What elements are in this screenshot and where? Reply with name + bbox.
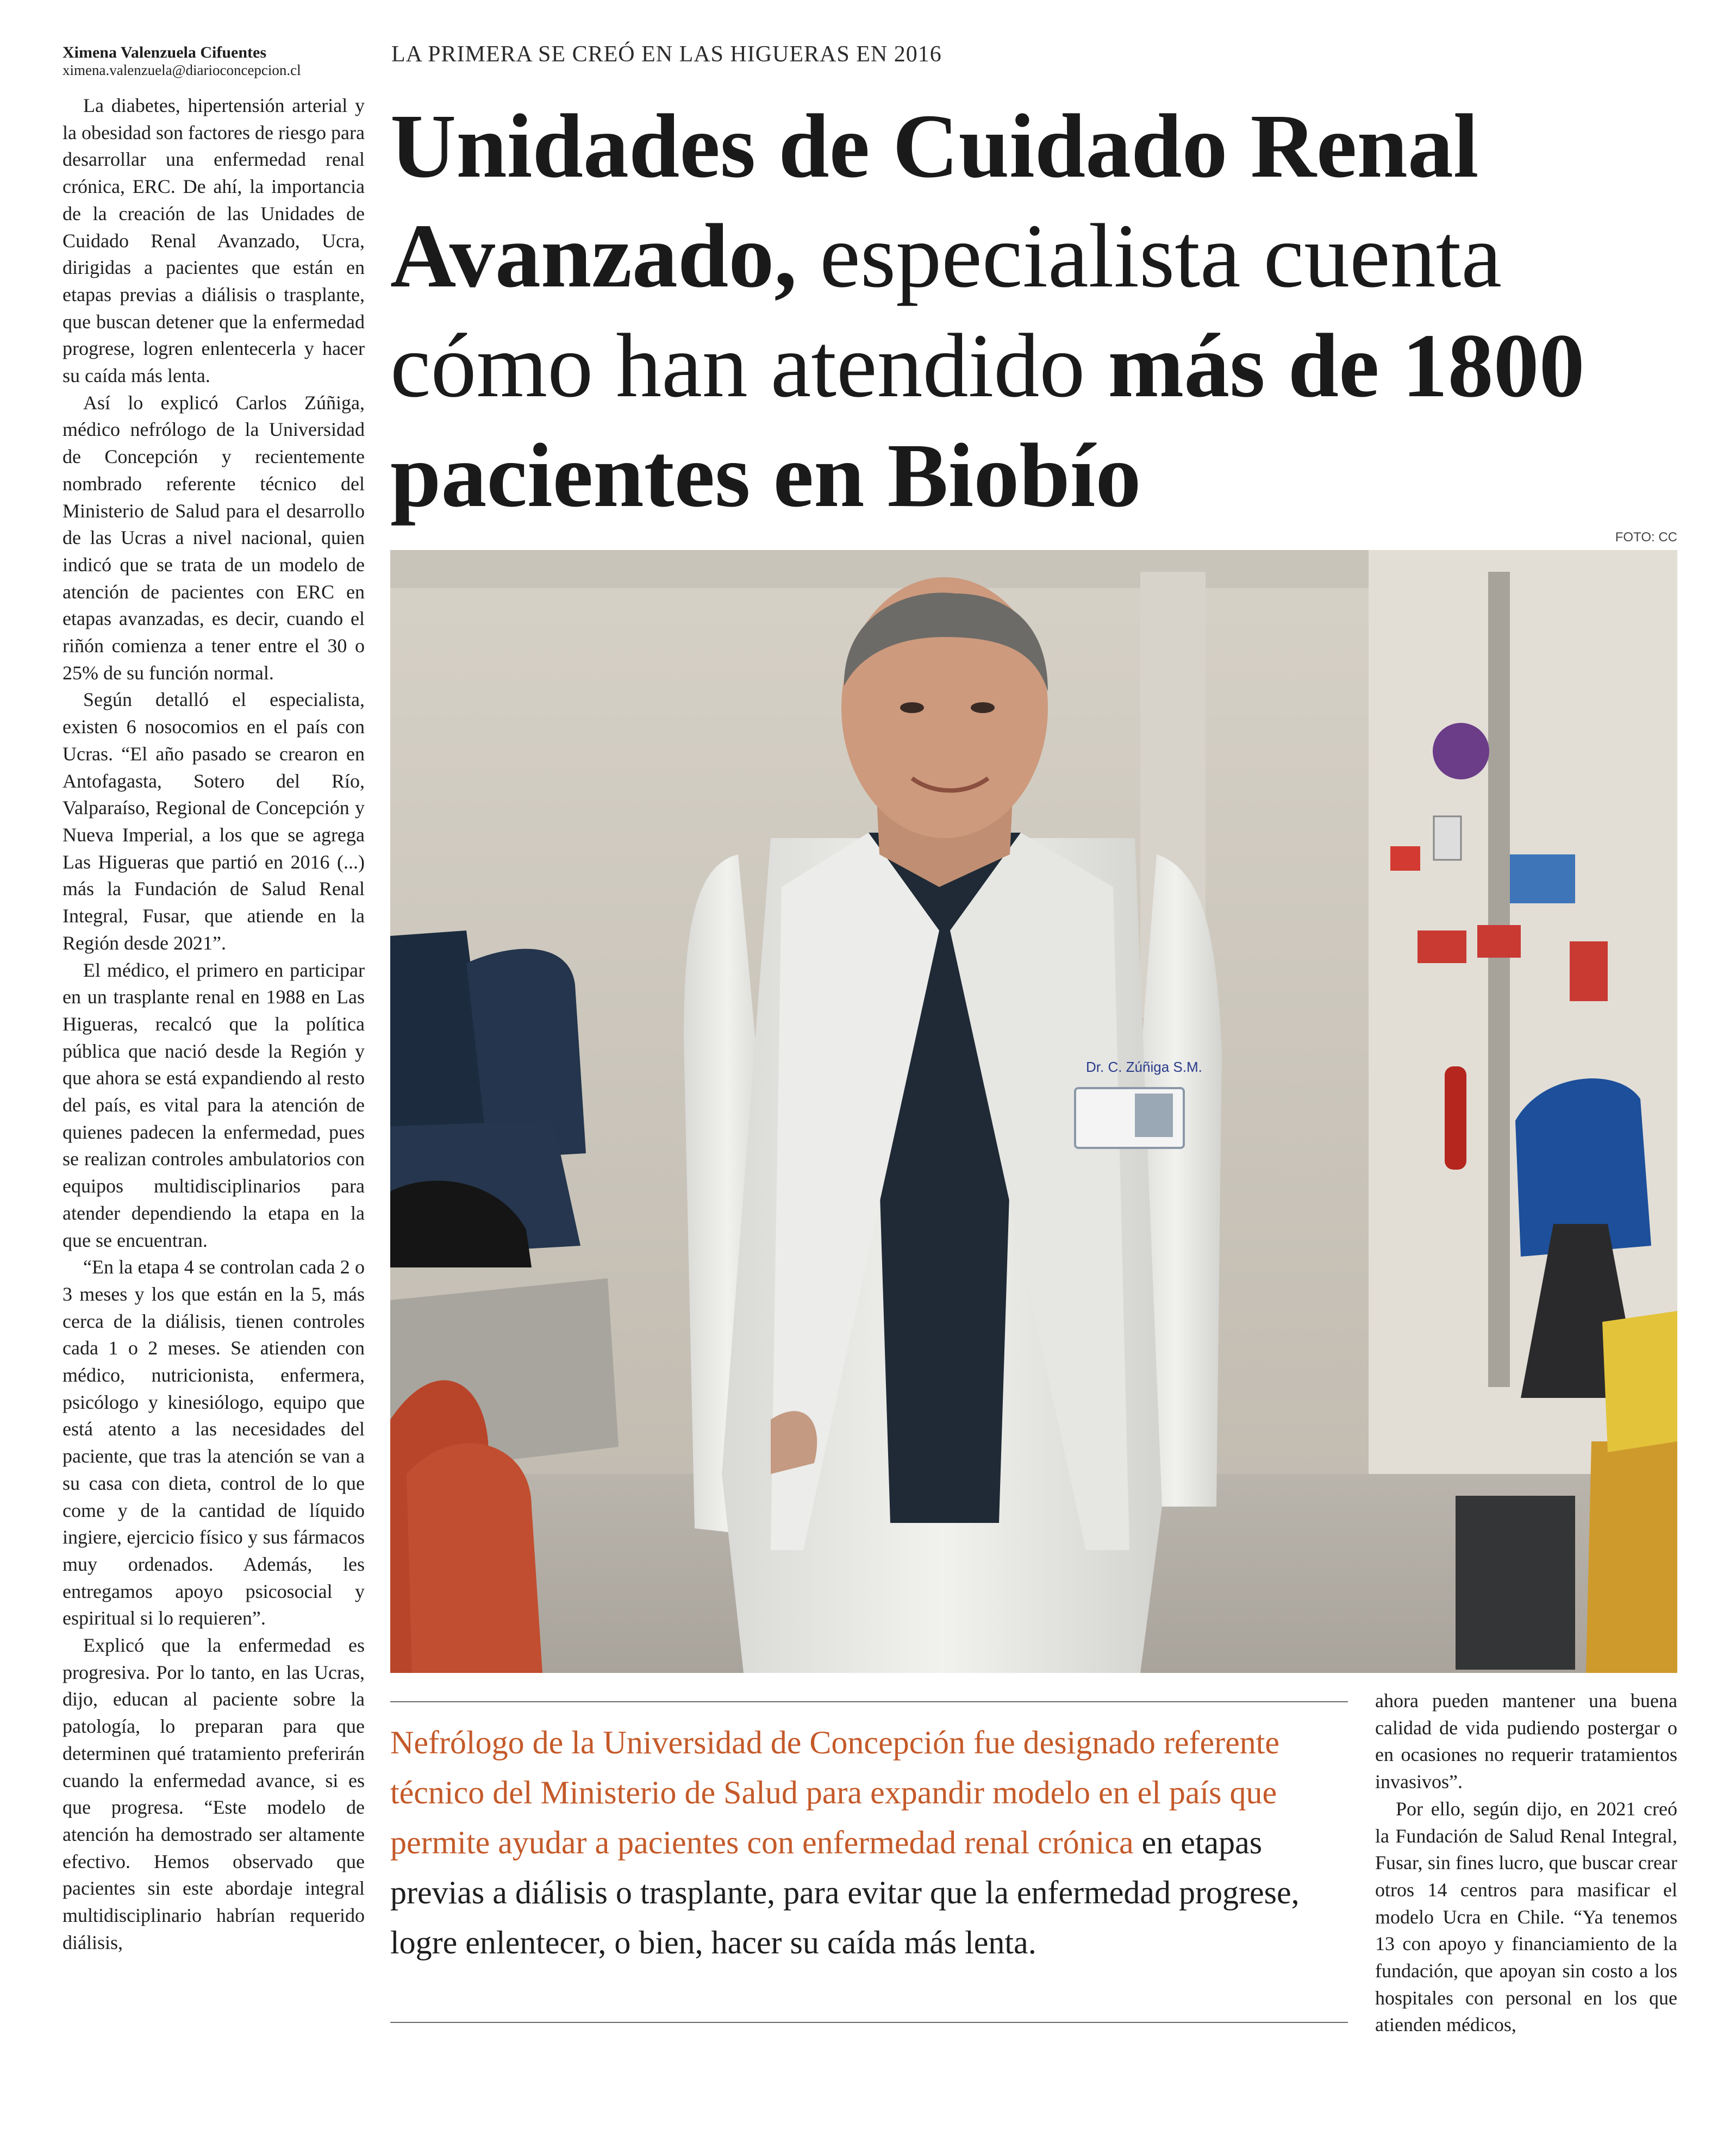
paragraph: La diabetes, hipertensión arterial y la obesidad son factores de riesgo para desarrollar una enfermedad renal crónica, ERC. De ahí, la importancia de la creación de las Unidades de Cuidado Renal Avanzado, Ucra, dirigidas a pacientes que están en etapas previas a diálisis o trasplante, que buscan detener que la enfermedad progrese, logren enlentecerla y hacer su caída más lenta. [63, 95, 365, 387]
article-photo [390, 550, 1677, 1673]
photo-credit: FOTO: CC [1615, 530, 1677, 545]
paragraph: Según detalló el especialista, existen 6 nosocomios en el país con Ucras. “El año pasado se crearon en Antofagasta, Sotero del Río, Valparaíso, Regional de Concepción y Nueva Imperial, a los que se agrega Las Higueras que partió en 2016 (...) más la Fundación de Salud Renal Integral, Fusar, que atiende en la Región desde 2021”. [63, 689, 365, 954]
headline-regular-part: especialista cuenta cómo han atendido [390, 205, 1502, 416]
paragraph: Por ello, según dijo, en 2021 creó la Fundación de Salud Renal Integral, Fusar, sin fines lucro, que buscar crear otros 14 centros para masificar el modelo Ucra en Chile. “Ya tenemos 13 con apoyo y financiamiento de la fundación, que apoyan sin costo a los hospitales con personal en los que atienden médicos, [1375, 1797, 1677, 2036]
paragraph: El médico, el primero en participar en un trasplante renal en 1988 en Las Higueras, recalcó que la política pública que nació desde la Región y que ahora se está expandiendo al resto del país, es vital para la atención de quienes padecen la enfermedad, pues se realizan controles ambulatorios con equipos multidisciplinarios para atender dependiendo la etapa en la que se encuentran. [63, 959, 365, 1251]
author-email: ximena.valenzuela@diarioconcepcion.cl [63, 62, 301, 78]
summary-deck [390, 1717, 1348, 1968]
kicker: LA PRIMERA SE CREÓ EN LAS HIGUERAS EN 2016 [391, 42, 942, 67]
byline [63, 43, 367, 78]
body-column-left [63, 92, 365, 1957]
paragraph: Así lo explicó Carlos Zúñiga, médico nefrólogo de la Universidad de Concepción y recientemente nombrado referente técnico del Ministerio de Salud para el desarrollo de las Ucras a nivel nacional, quien indicó que se trata de un modelo de atención de pacientes con ERC en etapas avanzadas, es decir, cuando el riñón comienza a tener entre el 30 o 25% de su función normal. [63, 391, 365, 684]
body-column-right [1375, 1688, 1677, 2039]
summary-highlight: Nefrólogo de la Universidad de Concepción fue designado referente técnico del Ministerio de Salud para expandir modelo en el país que permite ayudar a pacientes con enfermedad renal crónica [390, 1725, 1280, 1860]
summary-rest: en etapas previas a diálisis o trasplante, para evitar que la enfermedad progrese, logre enlentecer, o bien, hacer su caída más lenta. [390, 1825, 1300, 1960]
paragraph: “En la etapa 4 se controlan cada 2 o 3 meses y los que están en la 5, más cerca de la diálisis, tienen controles cada 1 o 2 meses. Se atienden con médico, nutricionista, enfermera, psicólogo y kinesiólogo, equipo que está atento a las necesidades del paciente, que tras la atención se van a su casa con dieta, control de lo que come y de la cantidad de líquido ingiere, ejercicio físico y sus fármacos muy ordenados. Además, les entregamos apoyo psicosocial y espiritual si lo requieren”. [63, 1256, 365, 1629]
summary-rule-bottom [390, 2022, 1348, 2023]
coat-name-badge: Dr. C. Zúñiga S.M. [1086, 1059, 1202, 1075]
author-name: Ximena Valenzuela Cifuentes [63, 43, 266, 61]
headline-bold-part2: más de 1800 pacientes en Biobío [390, 315, 1585, 526]
headline [390, 91, 1695, 530]
headline-bold-part1: Unidades de Cuidado Renal Avanzado, [390, 96, 1479, 307]
paragraph: Explicó que la enfermedad es progresiva. Por lo tanto, en las Ucras, dijo, educan al paciente sobre la patología, lo preparan para que determinen qué tratamiento preferirán cuando la enfermedad avance, si es que progresa. “Este modelo de atención ha demostrado ser altamente efectivo. Hemos observado que pacientes sin este abordaje integral multidisciplinario habrían requerido diálisis, [63, 1634, 365, 1953]
paragraph: ahora pueden mantener una buena calidad de vida pudiendo postergar o en ocasiones no requerir tratamientos invasivos”. [1375, 1690, 1677, 1793]
summary-rule-top [390, 1701, 1348, 1702]
